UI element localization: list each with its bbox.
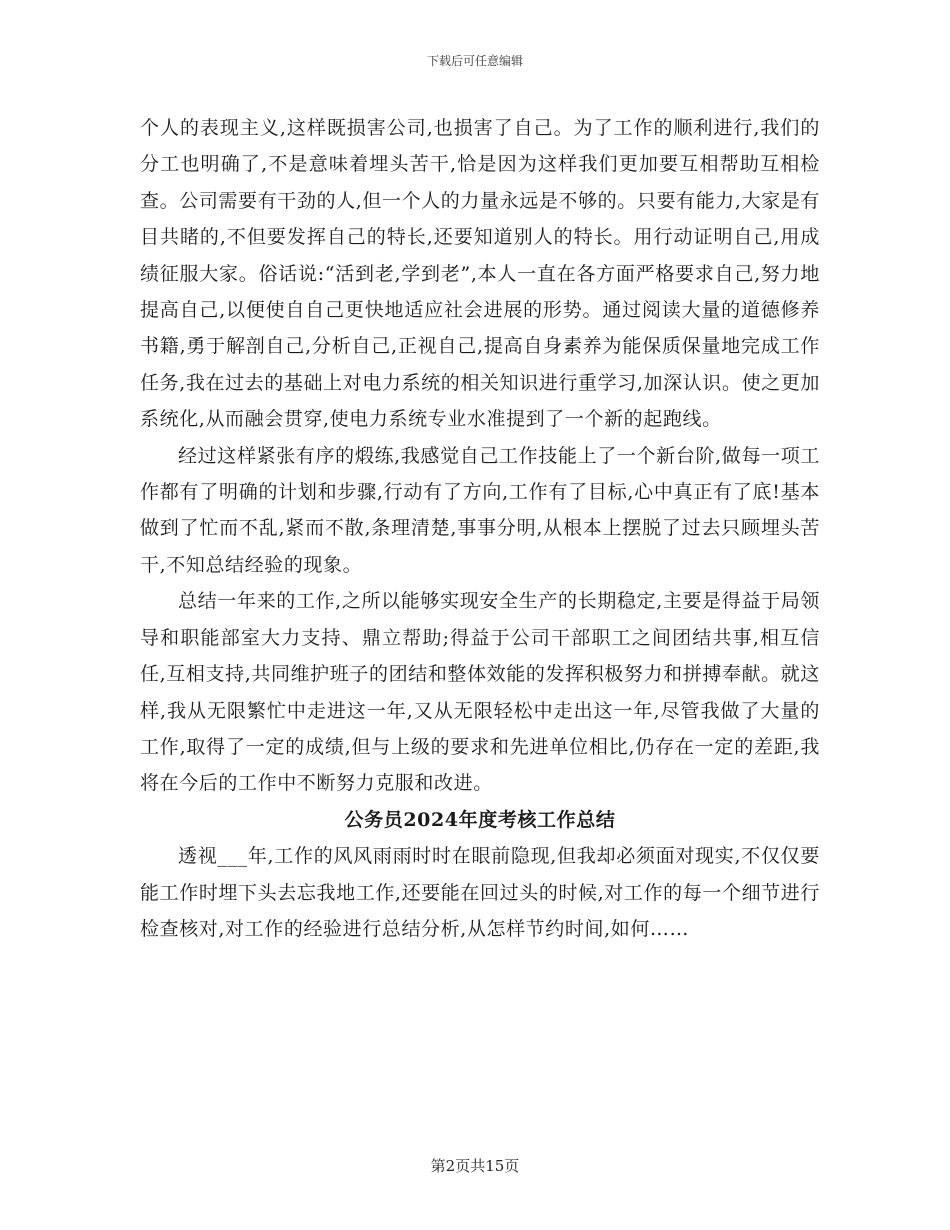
body-paragraph: 经过这样紧张有序的煅练,我感觉自己工作技能上了一个新台阶,做每一项工作都有了明确的计划和步骤,行动有了方向,工作有了目标,心中真正有了底!基本做到了忙而不乱,紧而不散,条理清楚,事事分明,从根本上摆脱了过去只顾埋头苦干,不知总结经验的现象。 [140, 444, 820, 576]
section-paragraph: 透视___年,工作的风风雨雨时时在眼前隐现,但我却必须面对现实,不仅仅要能工作时埋下头去忘我地工作,还要能在回过头的时候,对工作的每一个细节进行检查核对,对工作的经验进行总结分析,从怎样节约时间,如何…… [140, 845, 820, 940]
body-paragraph: 总结一年来的工作,之所以能够实现安全生产的长期稳定,主要是得益于局领导和职能部室大力支持、鼎立帮助;得益于公司干部职工之间团结共事,相互信任,互相支持,共同维护班子的团结和整体效能的发挥积极努力和拼搏奉献。就这样,我从无限繁忙中走进这一年,又从无限轻松中走出这一年,尽管我做了大量的工作,取得了一定的成绩,但与上级的要求和先进单位相比,仍存在一定的差距,我将在今后的工作中不断努力克服和改进。 [140, 590, 820, 795]
section-title: 公务员2024年度考核工作总结 [344, 808, 616, 831]
page-header: 下载后可任意编辑 [426, 54, 523, 68]
page-number: 第2页共15页 [430, 1157, 520, 1175]
document-body [140, 110, 820, 947]
body-paragraph-continued: 个人的表现主义,这样既损害公司,也损害了自己。为了工作的顺利进行,我们的分工也明确了,不是意味着埋头苦干,恰是因为这样我们更加要互相帮助互相检查。公司需要有干劲的人,但一个人的力量永远是不够的。只要有能力,大家是有目共睹的,不但要发挥自己的特长,还要知道别人的特长。用行动证明自己,用成绩征服大家。俗话说:“活到老,学到老”,本人一直在各方面严格要求自己,努力地提高自己,以便使自自己更快地适应社会进展的形势。通过阅读大量的道德修养书籍,勇于解剖自己,分析自己,正视自己,提高自身素养为能保质保量地完成工作任务,我在过去的基础上对电力系统的相关知识进行重学习,加深认识。使之更加系统化,从而融会贯穿,使电力系统专业水准提到了一个新的起跑线。 [140, 117, 820, 431]
